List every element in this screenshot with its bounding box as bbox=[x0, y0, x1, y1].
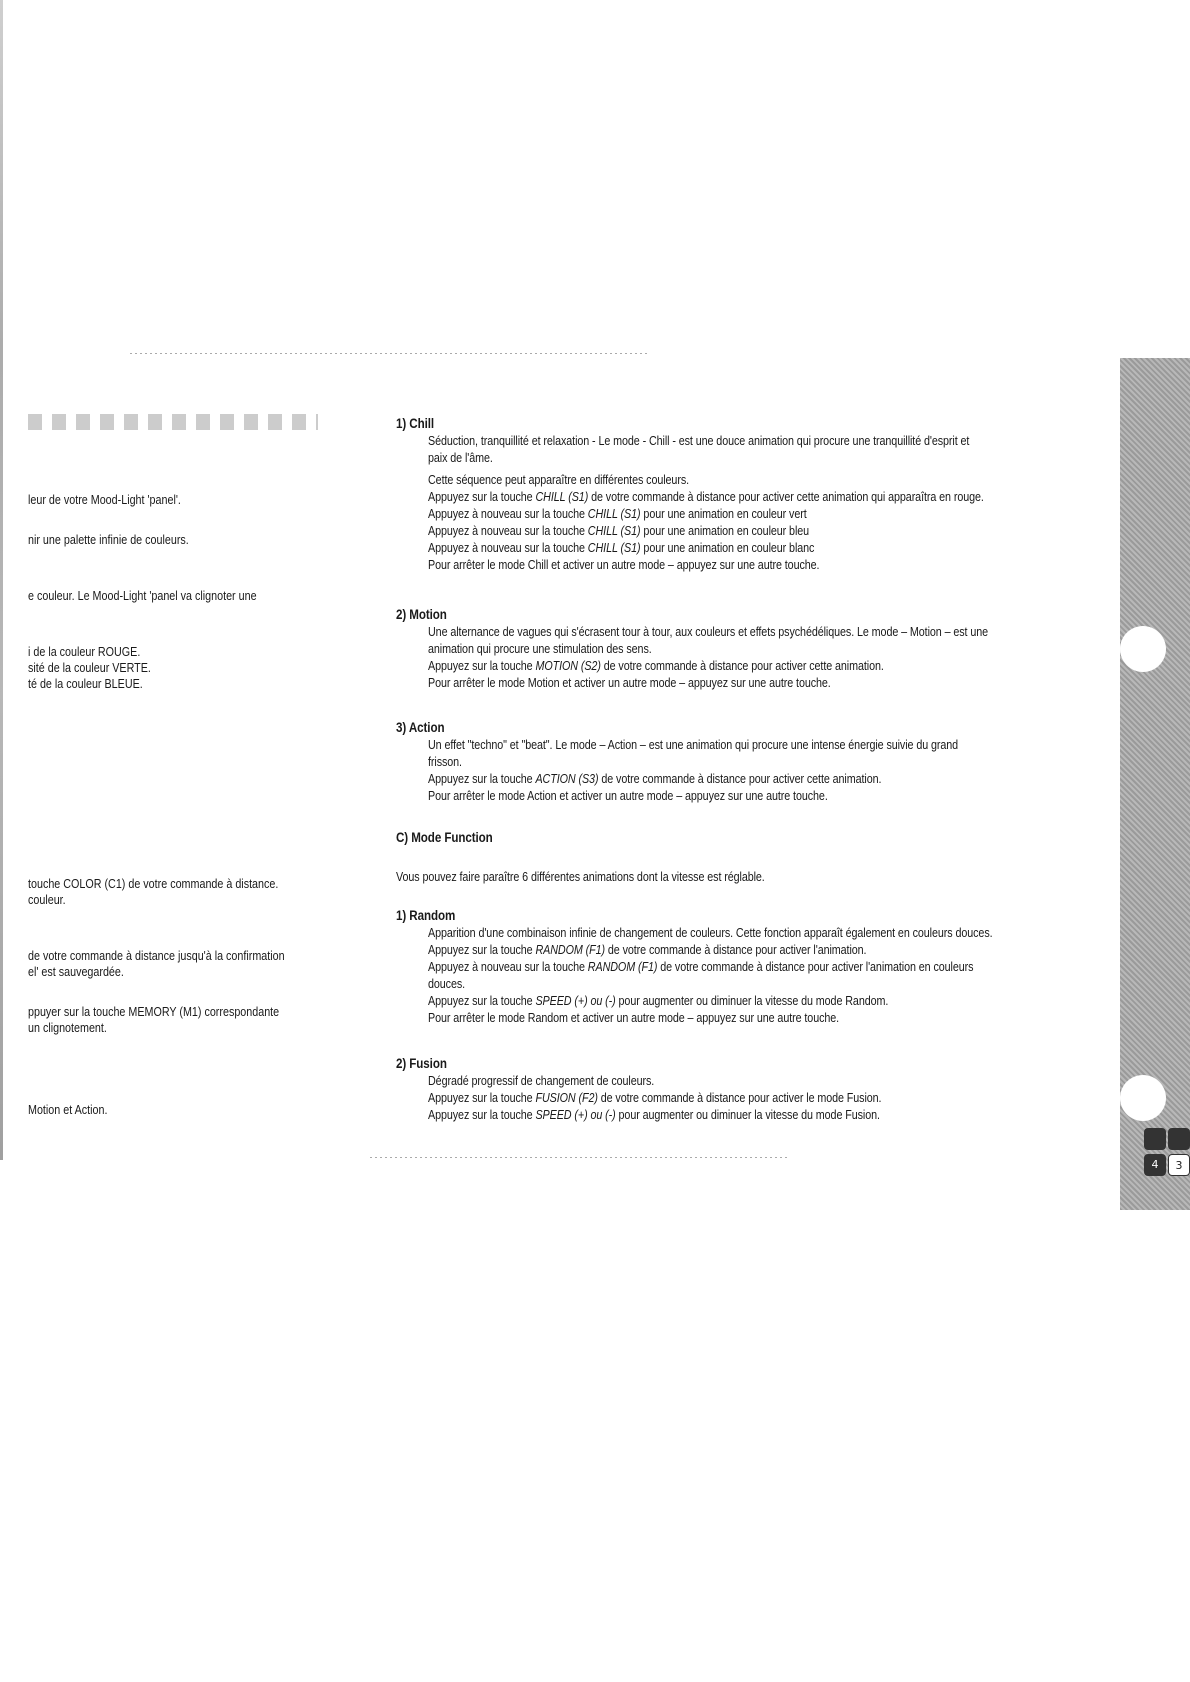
random-line: Appuyez sur la touche RANDOM (F1) de votre commande à distance pour activer l'animation. bbox=[428, 943, 867, 957]
fusion-line: Dégradé progressif de changement de couleurs. bbox=[428, 1074, 655, 1088]
random-line: Apparition d'une combinaison infinie de changement de couleurs. Cette fonction apparaît également en couleurs douces. bbox=[428, 926, 993, 940]
mode-function-heading: C) Mode Function bbox=[396, 830, 493, 845]
chill-line: Appuyez à nouveau sur la touche CHILL (S1) pour une animation en couleur vert bbox=[428, 507, 807, 521]
page-tab bbox=[1144, 1128, 1166, 1150]
motion-line: Pour arrêter le mode Motion et activer un autre mode – appuyez sur une autre touche. bbox=[428, 676, 831, 690]
decorative-squares bbox=[28, 414, 318, 430]
left-fragment: touche COLOR (C1) de votre commande à distance. bbox=[28, 877, 279, 891]
motion-line: Une alternance de vagues qui s'écrasent tour à tour, aux couleurs et effets psychédéliques. Le mode – Motion – est une bbox=[428, 625, 989, 639]
left-fragment: Motion et Action. bbox=[28, 1103, 108, 1117]
binder-hole bbox=[1120, 1075, 1166, 1121]
page-tab bbox=[1168, 1128, 1190, 1150]
scan-edge bbox=[0, 0, 3, 1160]
fusion-heading: 2) Fusion bbox=[396, 1056, 447, 1071]
random-line: Appuyez à nouveau sur la touche RANDOM (F1) de votre commande à distance pour activer l'animation en couleurs bbox=[428, 960, 974, 974]
left-fragment: leur de votre Mood-Light 'panel'. bbox=[28, 493, 181, 507]
action-heading: 3) Action bbox=[396, 720, 445, 735]
random-heading: 1) Random bbox=[396, 908, 456, 923]
random-line: Pour arrêter le mode Random et activer un autre mode – appuyez sur une autre touche. bbox=[428, 1011, 840, 1025]
chill-line: Cette séquence peut apparaître en différentes couleurs. bbox=[428, 473, 690, 487]
left-fragment: té de la couleur BLEUE. bbox=[28, 677, 143, 691]
divider-top bbox=[130, 353, 650, 354]
left-fragment: el' est sauvegardée. bbox=[28, 965, 124, 979]
chill-line: Appuyez à nouveau sur la touche CHILL (S1) pour une animation en couleur bleu bbox=[428, 524, 810, 538]
page-tab: 4 bbox=[1144, 1154, 1166, 1176]
left-fragment: couleur. bbox=[28, 893, 66, 907]
motion-line: animation qui procure une stimulation des sens. bbox=[428, 642, 652, 656]
left-fragment: ppuyer sur la touche MEMORY (M1) correspondante bbox=[28, 1005, 280, 1019]
mode-function-intro: Vous pouvez faire paraître 6 différentes animations dont la vitesse est réglable. bbox=[396, 870, 765, 884]
left-fragment: sité de la couleur VERTE. bbox=[28, 661, 151, 675]
random-line: douces. bbox=[428, 977, 466, 991]
left-fragment: e couleur. Le Mood-Light 'panel va clignoter une bbox=[28, 589, 257, 603]
action-line: frisson. bbox=[428, 755, 462, 769]
chill-line: paix de l'âme. bbox=[428, 451, 493, 465]
left-fragment: de votre commande à distance jusqu'à la confirmation bbox=[28, 949, 285, 963]
action-line: Appuyez sur la touche ACTION (S3) de votre commande à distance pour activer cette animation. bbox=[428, 772, 882, 786]
fusion-line: Appuyez sur la touche FUSION (F2) de votre commande à distance pour activer le mode Fusion. bbox=[428, 1091, 882, 1105]
left-fragment: i de la couleur ROUGE. bbox=[28, 645, 141, 659]
left-fragment: un clignotement. bbox=[28, 1021, 107, 1035]
chill-line: Séduction, tranquillité et relaxation - Le mode - Chill - est une douce animation qui procure une tranquillité d'esprit et bbox=[428, 434, 970, 448]
motion-line: Appuyez sur la touche MOTION (S2) de votre commande à distance pour activer cette animation. bbox=[428, 659, 884, 673]
action-line: Pour arrêter le mode Action et activer un autre mode – appuyez sur une autre touche. bbox=[428, 789, 828, 803]
divider-bottom bbox=[370, 1157, 790, 1158]
chill-heading: 1) Chill bbox=[396, 416, 435, 431]
binder-hole bbox=[1120, 626, 1166, 672]
page-tab: 3 bbox=[1168, 1154, 1190, 1176]
fusion-line: Appuyez sur la touche SPEED (+) ou (-) pour augmenter ou diminuer la vitesse du mode Fusion. bbox=[428, 1108, 880, 1122]
chill-line: Appuyez à nouveau sur la touche CHILL (S1) pour une animation en couleur blanc bbox=[428, 541, 815, 555]
chill-line: Appuyez sur la touche CHILL (S1) de votre commande à distance pour activer cette animation qui apparaîtra en rouge. bbox=[428, 490, 984, 504]
left-fragment: nir une palette infinie de couleurs. bbox=[28, 533, 189, 547]
motion-heading: 2) Motion bbox=[396, 607, 447, 622]
action-line: Un effet "techno" et "beat". Le mode – Action – est une animation qui procure une intense énergie suivie du grand bbox=[428, 738, 959, 752]
random-line: Appuyez sur la touche SPEED (+) ou (-) pour augmenter ou diminuer la vitesse du mode Random. bbox=[428, 994, 889, 1008]
chill-line: Pour arrêter le mode Chill et activer un autre mode – appuyez sur une autre touche. bbox=[428, 558, 820, 572]
